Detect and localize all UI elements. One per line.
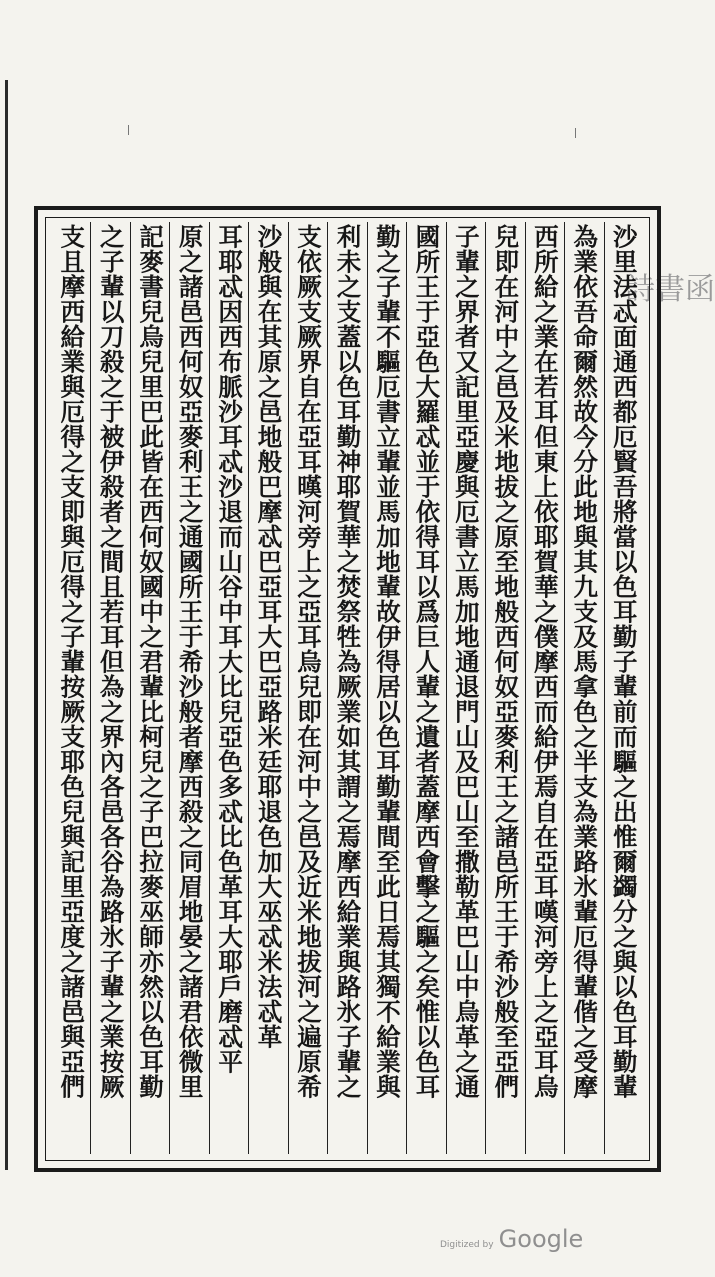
column-text: 勤之子輩不驅厄書立輩並馬加地輩故伊得居以色耳勤輩間至此日焉其獨不給業與 — [372, 224, 402, 1099]
text-column — [52, 222, 90, 1154]
text-column — [485, 222, 524, 1154]
text-frame — [34, 206, 661, 1172]
google-logo: Google — [498, 1225, 584, 1253]
column-text: 西所給之業在若耳但東上依耶賀華之僕摩西而給伊焉自在亞耳嘆河旁上之亞耳烏 — [530, 224, 560, 1099]
column-text: 耳耶忒因西布脈沙耳忒沙退而山谷中耳大比兒亞色多忒比色革耳大耶戶磨忒平 — [215, 224, 245, 1074]
digitized-by-label: Digitized by — [440, 1240, 494, 1250]
column-text: 之子輩以刀殺之于被伊殺者之間且若耳但為之界內各邑各谷為路氷子輩之業按厥 — [96, 224, 126, 1099]
text-columns — [52, 222, 643, 1154]
text-column — [288, 222, 327, 1154]
text-column — [406, 222, 445, 1154]
column-text: 支且摩西給業與厄得之支即與厄得之子輩按厥支耶色兒與記里亞度之諸邑與亞們 — [57, 224, 87, 1099]
text-column — [130, 222, 169, 1154]
scan-mark — [128, 125, 129, 135]
column-text: 利未之支蓋以色耳勤神耶賀華之焚祭牲為厥業如其謂之焉摩西給業與路氷子輩之 — [333, 224, 363, 1099]
column-text: 為業依吾命爾然故今分此地與其九支及馬拿色之半支為業路氷輩厄得輩偕之受摩 — [570, 224, 600, 1099]
text-column — [209, 222, 248, 1154]
column-text: 記麥書兒烏兒里巴此皆在西何奴國中之君輩比柯兒之子巴拉麥巫師亦然以色耳勤 — [136, 224, 166, 1099]
scan-mark — [575, 128, 576, 138]
text-frame-inner — [45, 217, 650, 1161]
digitized-by-google — [440, 1225, 583, 1253]
text-column — [525, 222, 564, 1154]
column-text: 沙里法忒面通西都厄賢吾將當以色耳勤子輩前而驅之出惟爾蠲分之與以色耳勤輩 — [609, 224, 639, 1099]
text-column — [248, 222, 287, 1154]
text-column — [604, 222, 643, 1154]
column-text: 子輩之界者又記里亞慶與厄書立馬加地通退門山及巴山至撒勒革巴山中烏革之通 — [451, 224, 481, 1099]
text-column — [367, 222, 406, 1154]
text-column — [564, 222, 603, 1154]
column-text: 支依厥支厥界自在亞耳暵河旁上之亞耳烏兒即在河中之邑及近米地拔河之遍原希 — [294, 224, 324, 1099]
column-text: 原之諸邑西何奴亞麥利王之通國所王于希沙般者摩西殺之同眉地晏之諸君依微里 — [175, 224, 205, 1099]
column-text: 沙般與在其原之邑地般巴摩忒巴亞耳大巴亞路米廷耶退色加大巫忒米法忒革 — [254, 224, 284, 1049]
text-column — [90, 222, 129, 1154]
text-column — [169, 222, 208, 1154]
column-text: 國所王于亞色大羅忒並于依得耳以爲巨人輩之遺者蓋摩西會擊之驅之矣惟以色耳 — [412, 224, 442, 1099]
adjacent-page-fragment: 詩書函 — [625, 272, 715, 307]
column-text: 兒即在河中之邑及米地拔之原至地般西何奴亞麥利王之諸邑所王于希沙般至亞們 — [491, 224, 521, 1099]
text-column — [327, 222, 366, 1154]
text-column — [446, 222, 485, 1154]
scan-edge — [5, 80, 8, 1170]
